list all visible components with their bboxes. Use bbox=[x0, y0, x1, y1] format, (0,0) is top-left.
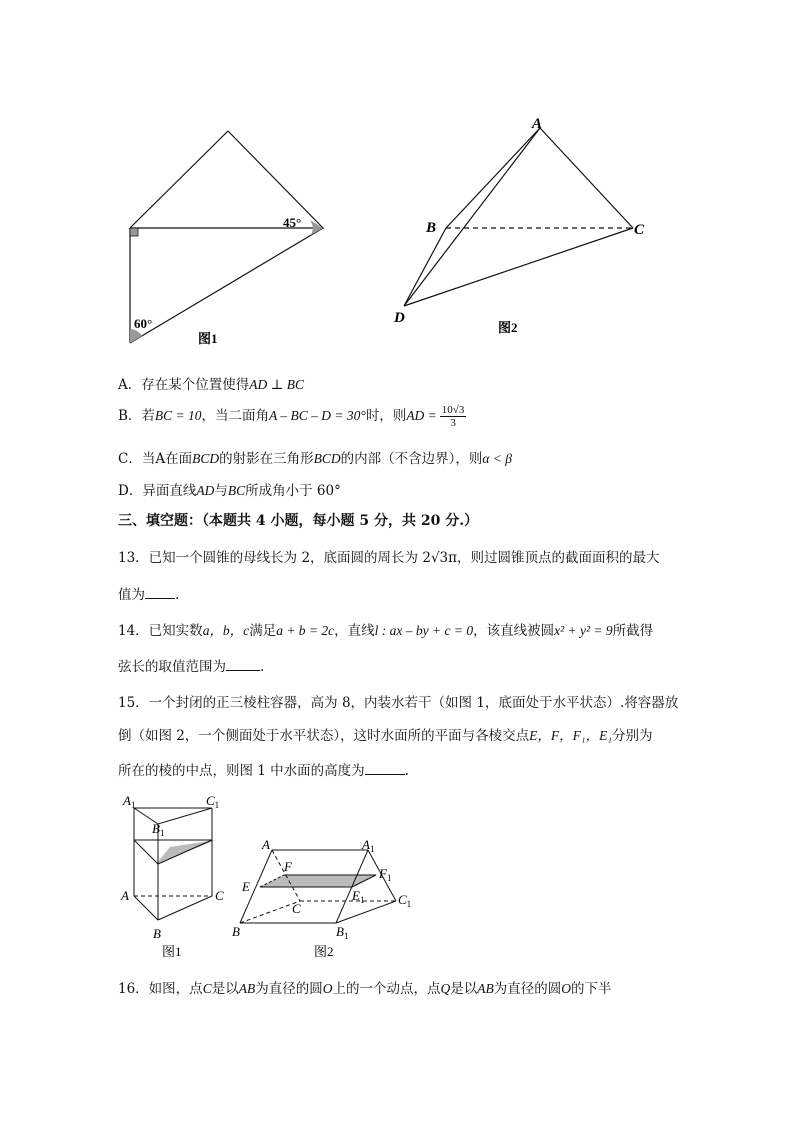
label-e: E bbox=[242, 879, 250, 894]
option-a: A．存在某个位置使得AD ⊥ BC bbox=[118, 377, 304, 393]
section-heading: 三、填空题：（本题共 4 小题，每小题 5 分，共 20 分.） bbox=[118, 513, 479, 529]
label-f: F bbox=[284, 859, 292, 874]
q13-line2: 值为 . bbox=[118, 587, 180, 603]
angle-45-label: 45° bbox=[283, 215, 302, 230]
label-a1: $A_1$ bbox=[362, 837, 375, 854]
point-d-label: D bbox=[394, 310, 405, 326]
label-c1: $C_1$ bbox=[398, 892, 412, 909]
label-b: B bbox=[232, 924, 240, 939]
q15-line3: 所在的棱的中点，则图 1 中水面的高度为 . bbox=[118, 763, 409, 779]
point-b-label: B bbox=[426, 220, 437, 236]
label-c: C bbox=[215, 888, 224, 903]
fraction-10sqrt3-over-3: $\frac{10√3}{3}$ bbox=[441, 404, 465, 429]
label-f1: $F_1$ bbox=[379, 866, 392, 883]
option-d: D．异面直线AD与BC所成角小于 60° bbox=[118, 483, 341, 499]
angle-60-label: 60° bbox=[134, 316, 153, 331]
figure-3-caption: 图1 bbox=[162, 944, 182, 959]
option-b: B．若BC = 10，当二面角A – BC – D = 30°时，则AD = $\frac{10√3}{3}$ bbox=[118, 404, 465, 429]
label-a1: $A_1$ bbox=[123, 793, 136, 810]
point-a-label: A bbox=[532, 116, 543, 132]
label-a: A bbox=[262, 837, 270, 852]
label-b: B bbox=[153, 926, 161, 941]
label-b1: $B_1$ bbox=[152, 821, 165, 838]
label-e1: $E_1$ bbox=[352, 888, 365, 905]
figure-1-triangles bbox=[120, 125, 340, 355]
figure-2-caption: 图2 bbox=[498, 320, 518, 335]
q16-line1: 16．如图，点C是以AB为直径的圆O上的一个动点，点Q是以AB为直径的圆O的下半 bbox=[118, 981, 612, 997]
label-c: C bbox=[292, 901, 301, 916]
figure-1-caption: 图1 bbox=[198, 331, 218, 346]
label-b1: $B_1$ bbox=[336, 924, 349, 941]
figure-4-lying-prism bbox=[228, 833, 428, 963]
q15-line2: 倒（如图 2，一个侧面处于水平状态），这时水面所的平面与各棱交点E，F，F₁，E₁分别为 bbox=[118, 728, 653, 744]
figure-3-upright-prism bbox=[118, 792, 233, 962]
label-a: A bbox=[121, 888, 129, 903]
point-c-label: C bbox=[634, 222, 645, 238]
figure-2-tetrahedron bbox=[390, 110, 660, 340]
q14-line1: 14．已知实数a，b，c满足a + b = 2c，直线l : ax – by + c = 0，该直线被圆x² + y² = 9所截得 bbox=[118, 623, 654, 639]
option-c: C．当A在面BCD的射影在三角形BCD的内部（不含边界），则α < β bbox=[118, 451, 513, 467]
q14-line2: 弦长的取值范围为 . bbox=[118, 659, 265, 675]
q13-line1: 13．已知一个圆锥的母线长为 2，底面圆的周长为 2√3π，则过圆锥顶点的截面面积的最大 bbox=[118, 550, 660, 566]
option-a-expr: AD ⊥ BC bbox=[249, 377, 304, 392]
figure-4-caption: 图2 bbox=[314, 944, 334, 959]
q15-line1: 15．一个封闭的正三棱柱容器，高为 8，内装水若干（如图 1，底面处于水平状态）.将容器放 bbox=[118, 695, 679, 711]
label-c1: $C_1$ bbox=[206, 793, 220, 810]
